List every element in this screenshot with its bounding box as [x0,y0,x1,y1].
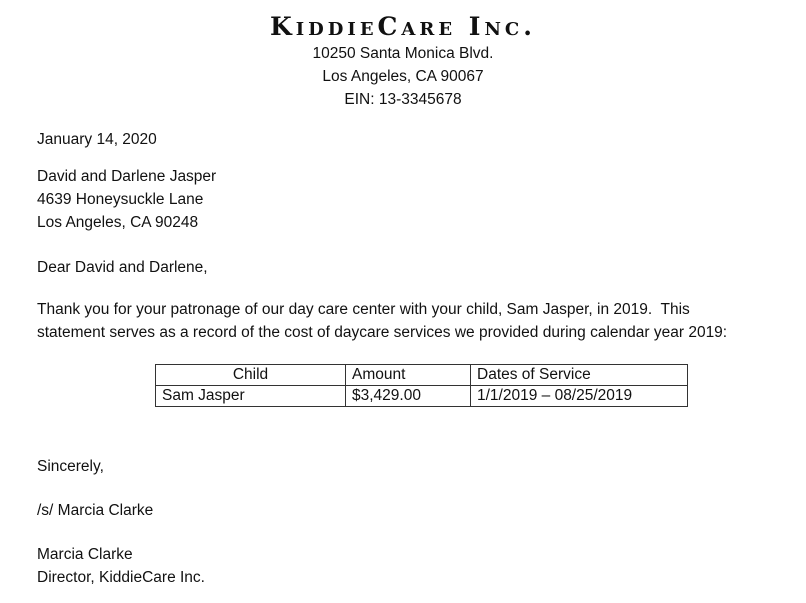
body-line-2: statement serves as a record of the cost of daycare services we provided during calendar year 2019: [37,324,728,341]
company-name: KiddieCare Inc. [270,12,536,41]
header-child: Child [156,365,346,386]
table-header-row [156,365,688,386]
cell-dates: 1/1/2019 – 08/25/2019 [471,386,688,407]
recipient-address [37,165,216,234]
recipient-city: Los Angeles, CA 90248 [37,214,199,231]
table-row [156,386,688,407]
salutation: Dear David and Darlene, [37,259,208,276]
recipient-name: David and Darlene Jasper [37,168,217,185]
signer-block [37,543,205,589]
cell-amount: $3,429.00 [346,386,471,407]
letterhead [0,12,806,111]
company-ein: EIN: 13-3345678 [344,91,462,108]
services-table [155,364,688,407]
recipient-street: 4639 Honeysuckle Lane [37,191,204,208]
company-address-line2: Los Angeles, CA 90067 [322,68,484,85]
letter-date: January 14, 2020 [37,131,157,148]
closing: Sincerely, [37,458,104,475]
signature: /s/ Marcia Clarke [37,502,154,519]
signer-name: Marcia Clarke [37,546,133,563]
header-dates: Dates of Service [471,365,688,386]
company-address-line1: 10250 Santa Monica Blvd. [312,45,494,62]
signer-title: Director, KiddieCare Inc. [37,569,205,586]
cell-child: Sam Jasper [156,386,346,407]
body-paragraph [37,298,797,344]
body-line-1: Thank you for your patronage of our day care center with your child, Sam Jasper, in 2019. This [37,301,690,318]
header-amount: Amount [346,365,471,386]
